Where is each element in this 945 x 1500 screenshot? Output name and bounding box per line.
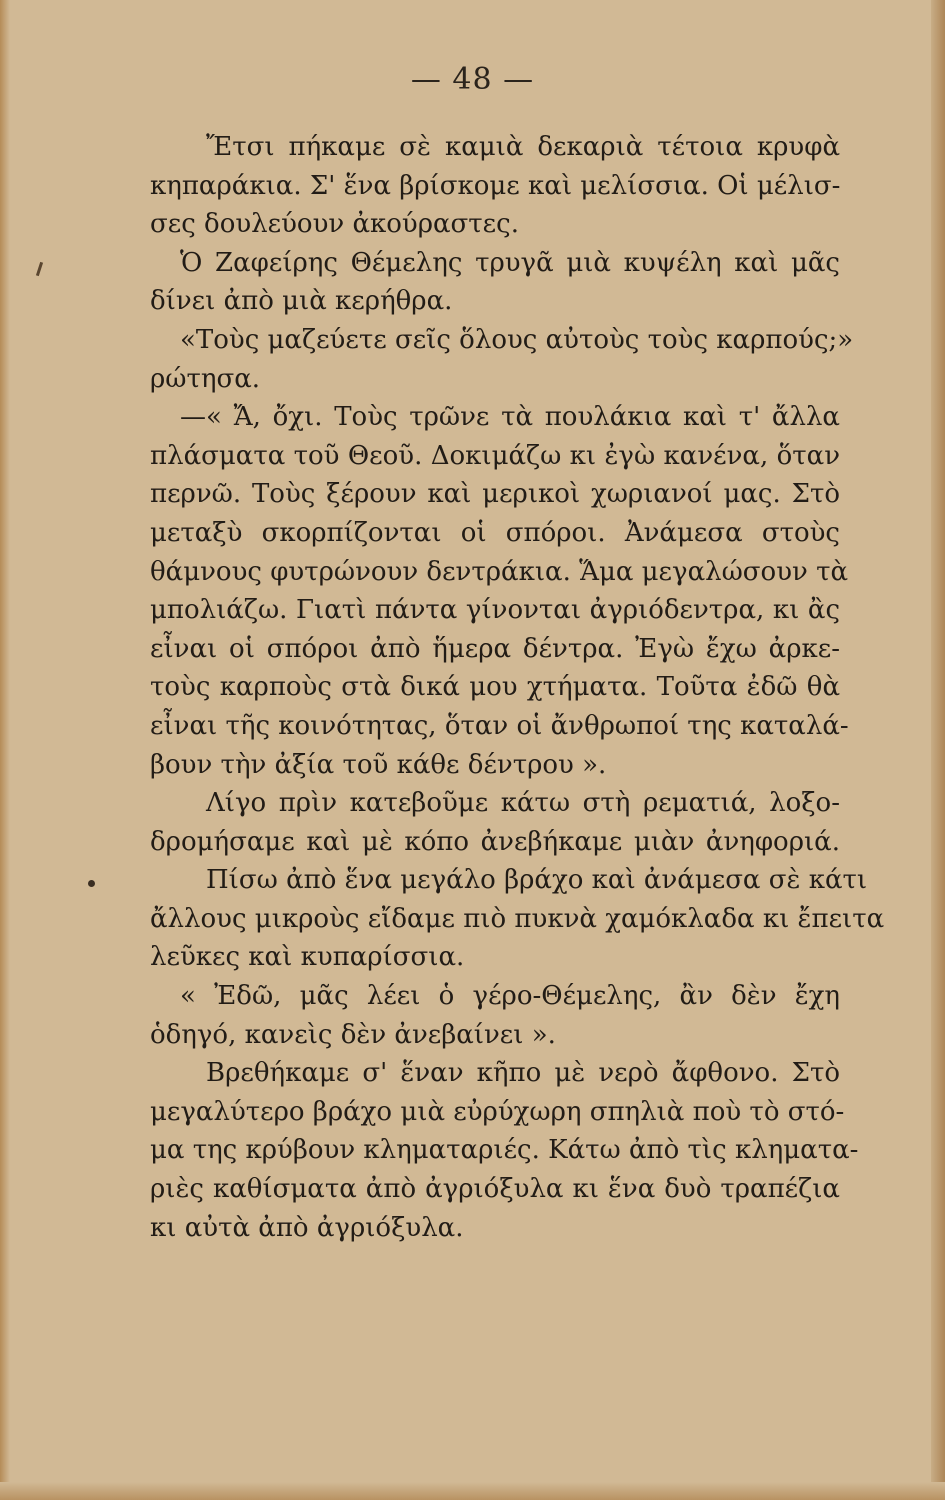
text-line: δρομήσαμε καὶ μὲ κόπο ἀνεβήκαμε μιὰν ἀνηφοριά.: [150, 826, 840, 857]
text-line: «Τοὺς μαζεύετε σεῖς ὅλους αὐτοὺς τοὺς καρπούς;»: [180, 324, 854, 355]
text-line: ριὲς καθίσματα ἀπὸ ἀγριόξυλα κι ἕνα δυὸ τραπέζια: [150, 1174, 840, 1205]
text-line: ἄλλους μικροὺς εἴδαμε πιὸ πυκνὰ χαμόκλαδα κι ἔπειτα: [150, 903, 885, 934]
text-line: Λίγο πρὶν κατεβοῦμε κάτω στὴ ρεματιά, λοξο-: [206, 788, 840, 819]
text-line: ὁδηγό, κανεὶς δὲν ἀνεβαίνει ».: [150, 1019, 556, 1050]
text-line: Ὁ Ζαφείρης Θέμελης τρυγᾶ μιὰ κυψέλη καὶ μᾶς: [180, 247, 840, 278]
text-line: Ἔτσι πήκαμε σὲ καμιὰ δεκαριὰ τέτοια κρυφὰ: [206, 132, 840, 162]
text-line: πλάσματα τοῦ Θεοῦ. Δοκιμάζω κι ἐγὼ κανένα, ὅταν: [150, 440, 840, 471]
ink-mark: [36, 262, 43, 276]
text-line: μεγαλύτερο βράχο μιὰ εὐρύχωρη σπηλιὰ ποὺ τὸ στό-: [150, 1096, 845, 1127]
text-line: περνῶ. Τοὺς ξέρουν καὶ μερικοὶ χωριανοί μας. Στὸ: [150, 479, 840, 510]
text-line: θάμνους φυτρώνουν δεντράκια. Ἅμα μεγαλώσουν τὰ: [150, 556, 849, 587]
text-line: τοὺς καρποὺς στὰ δικά μου χτήματα. Τοῦτα ἐδῶ θὰ: [150, 672, 840, 703]
page-number: — 48 —: [410, 62, 535, 97]
text-line: δίνει ἀπὸ μιὰ κερήθρα.: [150, 286, 453, 317]
text-line: κηπαράκια. Σ' ἕνα βρίσκομε καὶ μελίσσια. Οἱ μέλισ-: [150, 170, 841, 201]
text-line: μα της κρύβουν κληματαριές. Κάτω ἀπὸ τὶς κληματα-: [150, 1135, 859, 1166]
text-line: βουν τὴν ἀξία τοῦ κάθε δέντρου ».: [150, 749, 607, 780]
text-line: σες δουλεύουν ἀκούραστες.: [150, 209, 519, 240]
text-line: εἶναι τῆς κοινότητας, ὅταν οἱ ἄνθρωποί της καταλά-: [150, 710, 849, 741]
text-line: λεῦκες καὶ κυπαρίσσια.: [150, 942, 465, 973]
text-line: « Ἐδῶ, μᾶς λέει ὁ γέρο-Θέμελης, ἂν δὲν ἔχη: [180, 981, 840, 1012]
text-line: Βρεθήκαμε σ' ἕναν κῆπο μὲ νερὸ ἄφθονο. Στὸ: [206, 1058, 840, 1089]
page-edge-shadow: [931, 0, 945, 1500]
ink-dot: [88, 880, 95, 887]
text-line: μπολιάζω. Γιατὶ πάντα γίνονται ἀγριόδεντρα, κι ἂς: [150, 595, 840, 626]
text-line: Πίσω ἀπὸ ἕνα μεγάλο βράχο καὶ ἀνάμεσα σὲ κάτι: [206, 865, 868, 896]
body-text: [150, 128, 885, 1247]
text-line: —« Ἄ, ὄχι. Τοὺς τρῶνε τὰ πουλάκια καὶ τ' ἄλλα: [180, 402, 840, 433]
text-line: ρώτησα.: [150, 363, 261, 394]
page-binding-shadow: [0, 0, 10, 1500]
text-line: κι αὐτὰ ἀπὸ ἀγριόξυλα.: [150, 1212, 464, 1243]
text-line: μεταξὺ σκορπίζονται οἱ σπόροι. Ἀνάμεσα στοὺς: [150, 517, 840, 548]
page-bottom-edge: [0, 1482, 945, 1500]
text-line: εἶναι οἱ σπόροι ἀπὸ ἥμερα δέντρα. Ἐγὼ ἔχω ἀρκε-: [150, 633, 840, 664]
